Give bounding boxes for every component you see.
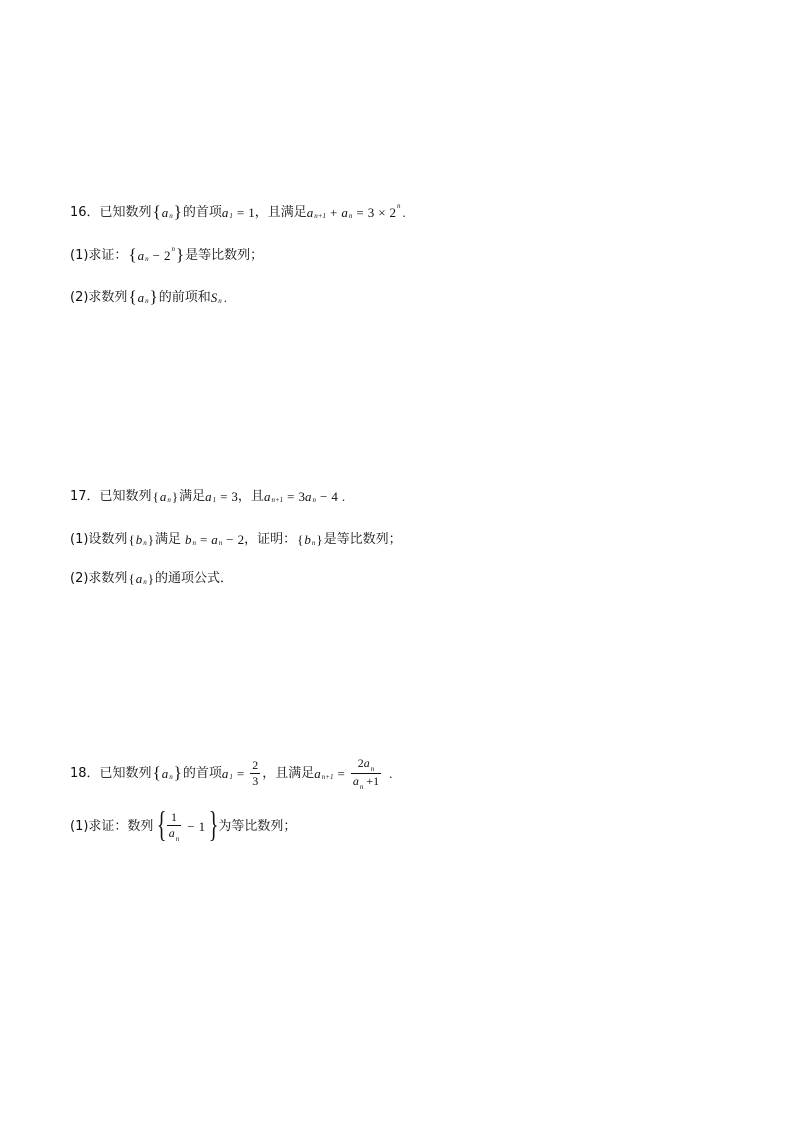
problem-18-part-1: (1) 求证：数列 { 1 a n − 1 } 为等比数列； [70, 804, 297, 844]
part-label: (2) [70, 290, 89, 305]
fraction: $\frac{2}{3}$ [252, 758, 259, 788]
part-label: (1) [70, 248, 89, 263]
problem-17-part-1: (1) 设数列 { b n } 满足 b n = a n − 2 ，证明： { b n } 是等比数列； [70, 532, 402, 547]
part-text: 设数列 [88, 532, 128, 547]
part-label: (1) [70, 532, 89, 547]
part-text: ，证明： [244, 532, 297, 547]
problem-18-stem: 18． 已知数列 { a n } 的首项 a 1 = $\frac{2}{3}$ ，且满足 a n+1 = 2 a n a n +1 . [70, 756, 393, 791]
problem-text: 的首项 [182, 205, 222, 220]
part-text: 为等比数列； [218, 818, 297, 834]
part-text: 求证：数列 [88, 818, 154, 834]
fraction: 2 a n a n +1 [352, 756, 380, 791]
problem-text: ，且满足 [262, 766, 315, 781]
problem-17-part-2: (2) 求数列 { a n } 的通项公式． [70, 571, 233, 586]
problem-text: 已知数列 [99, 489, 152, 504]
problem-text: 已知数列 [99, 205, 152, 220]
problem-number: 17． [70, 489, 100, 504]
problem-text: 满足 [179, 489, 206, 504]
fraction: 1 a n [168, 809, 180, 843]
part-text: 是等比数列； [185, 248, 264, 263]
problem-text: ，且 [237, 489, 264, 504]
problem-number: 16． [70, 205, 100, 220]
part-text: 求数列 [88, 290, 128, 305]
part-text: 求数列 [88, 571, 128, 586]
part-text: 满足 [154, 532, 181, 547]
math-brace: { [152, 202, 161, 221]
problem-text: 的首项 [182, 766, 222, 781]
part-label: (2) [70, 571, 89, 586]
part-text: 的前项和 [158, 290, 211, 305]
part-text: 是等比数列； [323, 532, 402, 547]
math-brace: } [173, 202, 182, 221]
part-text: 求证： [88, 248, 128, 263]
part-text: 的通项公式． [154, 571, 233, 586]
problem-text: 已知数列 [99, 766, 152, 781]
part-label: (1) [70, 818, 89, 834]
problem-number: 18． [70, 766, 100, 781]
problem-text: ，且满足 [254, 205, 307, 220]
problem-17-stem: 17． 已知数列 { a n } 满足 a 1 = 3 ，且 a n+1 = 3 a n − 4 . [70, 489, 346, 504]
math-var: a [161, 205, 169, 220]
problem-16-stem: 16． 已知数列 { a n } 的首项 a 1 = 1 ，且满足 a n+1 + a n = 3 × 2 n . [70, 202, 406, 221]
problem-16-part-2: (2) 求数列 { a n } 的前项和 S n . [70, 287, 228, 306]
math-var: a [221, 205, 229, 220]
problem-16-part-1: (1) 求证： { a n − 2 n } 是等比数列； [70, 245, 264, 264]
